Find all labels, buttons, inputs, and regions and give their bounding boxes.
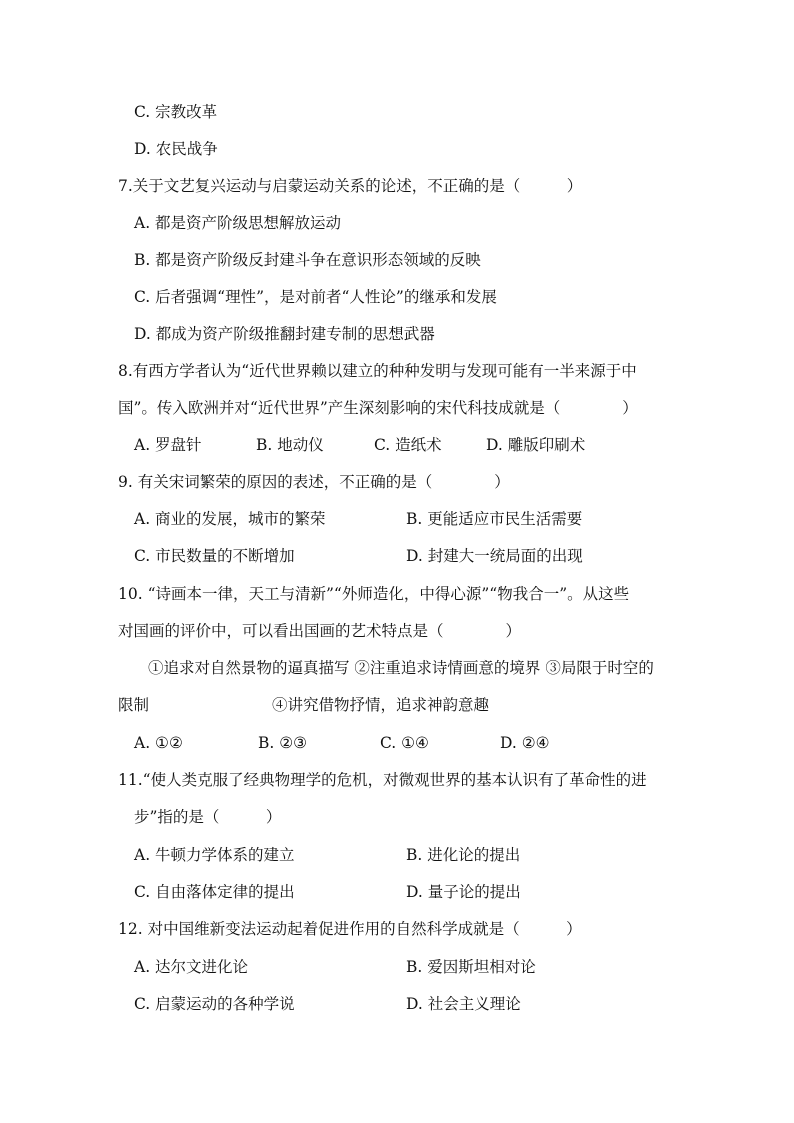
q10-option-c: C. ①④ bbox=[380, 734, 429, 752]
q8-stem-line1: 8.有西方学者认为“近代世界赖以建立的种种发明与发现可能有一半来源于中 bbox=[118, 362, 637, 380]
q9-option-d: D. 封建大一统局面的出现 bbox=[406, 547, 583, 565]
q9-option-a: A. 商业的发展，城市的繁荣 bbox=[134, 510, 326, 528]
q11-stem-line2: 步”指的是（ ） bbox=[134, 808, 282, 826]
q11-option-a: A. 牛顿力学体系的建立 bbox=[134, 846, 295, 864]
q7-option-b: B. 都是资产阶级反封建斗争在意识形态领域的反映 bbox=[134, 251, 481, 269]
q10-items-line2b: ④讲究借物抒情，追求神韵意趣 bbox=[272, 696, 490, 714]
q8-option-d: D. 雕版印刷术 bbox=[486, 436, 586, 454]
q7-option-d: D. 都成为资产阶级推翻封建专制的思想武器 bbox=[134, 325, 435, 343]
q6-option-d: D. 农民战争 bbox=[134, 140, 218, 158]
q11-option-b: B. 进化论的提出 bbox=[406, 846, 521, 864]
q10-option-b: B. ②③ bbox=[258, 734, 308, 752]
q12-option-d: D. 社会主义理论 bbox=[406, 995, 521, 1013]
q10-stem-line1: 10. “诗画本一律，天工与清新”“外师造化，中得心源”“物我合一”。从这些 bbox=[118, 585, 630, 603]
q12-option-b: B. 爱因斯坦相对论 bbox=[406, 958, 536, 976]
q7-stem: 7.关于文艺复兴运动与启蒙运动关系的论述，不正确的是（ ） bbox=[118, 177, 583, 195]
q12-option-c: C. 启蒙运动的各种学说 bbox=[134, 995, 295, 1013]
q10-stem-line2: 对国画的评价中，可以看出国画的艺术特点是（ ） bbox=[118, 622, 522, 640]
q12-option-a: A. 达尔文进化论 bbox=[134, 958, 249, 976]
q10-option-a: A. ①② bbox=[134, 734, 183, 752]
q11-option-d: D. 量子论的提出 bbox=[406, 883, 521, 901]
q12-stem: 12. 对中国维新变法运动起着促进作用的自然科学成就是（ ） bbox=[118, 920, 582, 938]
q8-stem-line2: 国”。传入欧洲并对“近代世界”产生深刻影响的宋代科技成就是（ ） bbox=[118, 399, 638, 417]
q7-option-c: C. 后者强调“理性”，是对前者“人性论”的继承和发展 bbox=[134, 288, 497, 306]
q10-items-line1: ①追求对自然景物的逼真描写 ②注重追求诗情画意的境界 ③局限于时空的 bbox=[148, 659, 654, 677]
q8-option-a: A. 罗盘针 bbox=[134, 436, 202, 454]
q7-option-a: A. 都是资产阶级思想解放运动 bbox=[134, 214, 342, 232]
q6-option-c: C. 宗教改革 bbox=[134, 103, 218, 121]
q9-option-b: B. 更能适应市民生活需要 bbox=[406, 510, 583, 528]
q10-items-line2a: 限制 bbox=[118, 696, 150, 714]
q8-option-c: C. 造纸术 bbox=[374, 436, 442, 454]
q8-option-b: B. 地动仪 bbox=[256, 436, 324, 454]
q11-stem-line1: 11.“使人类克服了经典物理学的危机，对微观世界的基本认识有了革命性的进 bbox=[118, 771, 647, 789]
q9-stem: 9. 有关宋词繁荣的原因的表述，不正确的是（ ） bbox=[118, 473, 510, 491]
q10-option-d: D. ②④ bbox=[500, 734, 550, 752]
q11-option-c: C. 自由落体定律的提出 bbox=[134, 883, 295, 901]
q9-option-c: C. 市民数量的不断增加 bbox=[134, 547, 295, 565]
